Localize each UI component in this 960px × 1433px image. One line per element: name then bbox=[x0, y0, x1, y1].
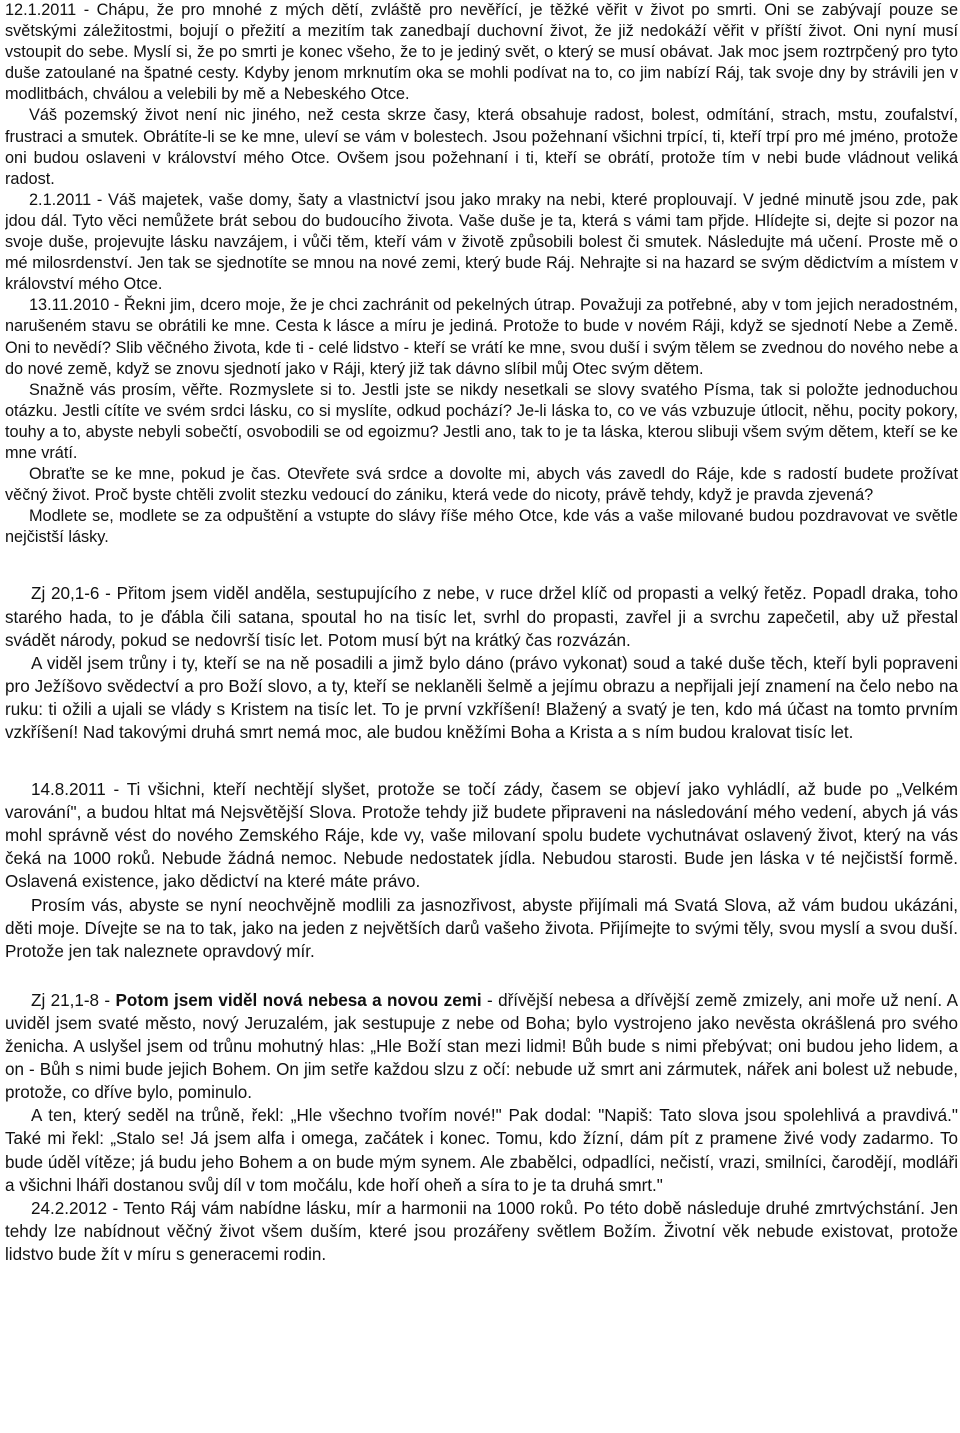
scripture-paragraph: A viděl jsem trůny i ty, kteří se na ně posadili a jimž bylo dáno (právo vykonat) soud a také duše těch, kteří byli popraveni pro Ježíšovo svědectví a pro Boží slovo, a ty, kteří se neklaněli šelmě a jejímu obrazu a nepřijali její znamení na čelo nebo na ruku: ti ožili a ujali se vlády s Kristem na tisíc let. To je první vzkříšení! Blažený a svatý je ten, kdo má účast na tomto prvním vzkříšení! Nad takovými druhá smrt nemá moc, ale budou kněžími Boha a Krista a s ním budou kralovat tisíc let. bbox=[5, 653, 958, 742]
scripture-paragraph: A ten, který seděl na trůně, řekl: „Hle všechno tvořím nové!" Pak dodal: "Napiš: Tato slova jsou spolehlivá a pravdivá." Také mi řekl: „Stalo se! Já jsem alfa i omega, začátek i konec. Tomu, kdo žízní, dám pít z pramene živé vody zadarmo. To bude úděl vítěze; já budu jeho Bohem a on bude mým synem. Ale zbabělci, odpadlíci, nečistí, vrazi, smilníci, čarodějí, modláři a všichni lháři dostanou svůj díl v tom močálu, kde hoří oheň a síra to je ta druhá smrt." bbox=[5, 1106, 958, 1195]
paragraph: Obraťte se ke mne, pokud je čas. Otevřete svá srdce a dovolte mi, abych vás zavedl do Ráje, kde s radostí budete prožívat věčný život. Proč byste chtěli zvolit stezku vedoucí do zániku, která vede do nicoty, právě tehdy, když je pravda zjevená? bbox=[5, 465, 958, 505]
section-spacer bbox=[5, 744, 958, 778]
paragraph: 12.1.2011 - Chápu, že pro mnohé z mých dětí, zvláště pro nevěřící, je těžké věřit v život po smrti. Oni se zabývají pouze se světskými záležitostmi, bojují o přežití a mezitím tak zanedbají duchovní život, že již nedokáží věřit v příští život. Oni nyní musí vstoupit do sebe. Myslí si, že po smrti je konec všeho, že to je jediný svět, o který se musí obávat. Jak moc jsem roztrpčený pro tyto duše zatoulané na špatné cesty. Kdyby jenom mrknutím oka se mohli podívat na to, co jim nabízí Ráj, tak svoje dny by strávili jen v modlitbách, chválou a velebili by mě a Nebeského Otce. bbox=[5, 1, 958, 104]
section-revelation-21 bbox=[5, 989, 958, 1266]
paragraph: Váš pozemský život není nic jiného, než cesta skrze časy, která obsahuje radost, bolest, odmítání, strach, mstu, zoufalství, frustraci a smutek. Obrátíte-li se ke mne, uleví se vám v bolestech. Jsou požehnaní všichni trpící, ti, kteří trpí pro mé jméno, protože oni budou oslaveni v království mého Otce. Ovšem jsou požehnaní i ti, kteří se obrátí, protože tím v nebi bude vládnout veliká radost. bbox=[5, 106, 958, 188]
paragraph: Snažně vás prosím, věřte. Rozmyslete si to. Jestli jste se nikdy nesetkali se slovy svatého Písma, tak si položte jednoduchou otázku. Jestli cítíte ve svém srdci lásku, co si myslíte, odkud pochází? Je-li láska to, co ve vás vzbuzuje útlocit, něhu, pocity pokory, touhy a to, abyste nebyli sobečtí, osvobodili se od egoizmu? Jestli ano, tak to je ta láska, kterou slibuji všem svým dětem, kteří se ke mne vrátí. bbox=[5, 380, 958, 462]
paragraph: 13.11.2010 - Řekni jim, dcero moje, že je chci zachránit od pekelných útrap. Považuji za potřebné, aby v tom jejich neradostném, narušeném stavu se obrátili ke mne. Cesta k lásce a míru je jediná. Protože to bude v novém Ráji, když se sjednotí Nebe a Země. Oni to nevědí? Slib věčného života, kde ti - celé lidstvo - kteří se vrátí ke mne, svou duší i svým tělem se zvednou do nového nebe a do nové země, když se znovu sjednotí jako v Ráji, který již tak dávno slíbil můj Otec svým dětem. bbox=[5, 296, 958, 378]
scripture-text: - dřívější nebesa a dřívější země zmizely, ani moře už není. A uviděl jsem svaté město, nový Jeruzalém, jak sestupuje z nebe od Boha; bylo vystrojeno jako nevěsta okrášlená pro svého ženicha. A uslyšel jsem od trůnu mohutný hlas: „Hle Boží stan mezi lidmi! Bůh bude s nimi přebývat; oni budou jeho lidem, a on - Bůh s nimi bude jejich Bohem. On jim setře každou slzu z očí: nebude už smrt ani zármutek, nářek ani bolest už nebude, protože, co dříve bylo, pominulo. bbox=[5, 990, 958, 1103]
paragraph: 24.2.2012 - Tento Ráj vám nabídne lásku, mír a harmonii na 1000 roků. Po této době následuje druhé zmrtvýchstání. Jen tehdy lze nabídnout věčný život všem duším, které jsou prozářeny světlem Božím. Životní věk nebude existovat, protože lidstvo bude žít v míru s generacemi rodin. bbox=[5, 1198, 958, 1264]
section-revelation-20 bbox=[5, 582, 958, 744]
section-spacer bbox=[5, 963, 958, 989]
section-spacer bbox=[5, 548, 958, 582]
paragraph: 2.1.2011 - Váš majetek, vaše domy, šaty a vlastnictví jsou jako mraky na nebi, které proplouvají. V jedné minutě jsou zde, pak jdou dál. Tyto věci nemůžete brát sebou do budoucího života. Vaše duše je ta, která s vámi tam přjde. Hlídejte si, dejte si pozor na svoje duše, projevujte lásku navzájem, i vůči těm, kteří vám v životě způsobili bolest či smutek. Následujte má učení. Proste mě o mé milosrdenství. Jen tak se sjednotíte se mnou na nové zemi, který bude Ráj. Nehrajte si na hazard se svým dědictvím a místem v království mého Otce. bbox=[5, 190, 958, 294]
scripture-paragraph: Zj 20,1-6 - Přitom jsem viděl anděla, sestupujícího z nebe, v ruce držel klíč od propasti a velký řetěz. Popadl draka, toho starého hada, to je ďábla čili satana, spoutal ho na tisíc let, svrhl do propasti, zavřel ji a svrchu zapečetil, aby už přestal svádět národy, pokud se nedovrší tisíc let. Potom musí být na krátký čas rozvázán. bbox=[5, 584, 958, 650]
paragraph: Modlete se, modlete se za odpuštění a vstupte do slávy říše mého Otce, kde vás a vaše milované budou pozdravovat ve světle nejčistší lásky. bbox=[5, 507, 958, 547]
paragraph: Prosím vás, abyste se nyní neochvějně modlili za jasnozřivost, abyste přijímali má Svatá Slova, až vám budou ukázáni, děti moje. Dívejte se na to tak, jako na jeden z největších darů vašeho života. Přijímejte to svými těly, svou myslí a svou duší. Protože jen tak naleznete opravdový mír. bbox=[5, 895, 958, 961]
section-messages-2011 bbox=[5, 0, 958, 548]
document-page bbox=[5, 0, 958, 1433]
scripture-reference: Zj 21,1-8 - bbox=[31, 990, 116, 1010]
scripture-heading-bold: Potom jsem viděl nová nebesa a novou zemi bbox=[115, 990, 482, 1010]
paragraph: 14.8.2011 - Ti všichni, kteří nechtějí slyšet, protože se točí zády, časem se objeví jako vyhládlí, až bude po „Velkém varování", a budou hltat má Nejsvětější Slova. Protože tehdy již budete připraveni na následování mého vedení, abych já vás mohl správně vést do nového Zemského Ráje, kde vy, vaše milovaní spolu budete vychutnávat oslavený život, který na vás čeká na 1000 roků. Nebude žádná nemoc. Nebude nedostatek jídla. Nebudou starosti. Bude jen láska v té nejčistší formě. Oslavená existence, jako dědictví na které máte právo. bbox=[5, 780, 958, 892]
section-message-14-8-2011 bbox=[5, 778, 958, 963]
scripture-paragraph bbox=[5, 989, 958, 1104]
